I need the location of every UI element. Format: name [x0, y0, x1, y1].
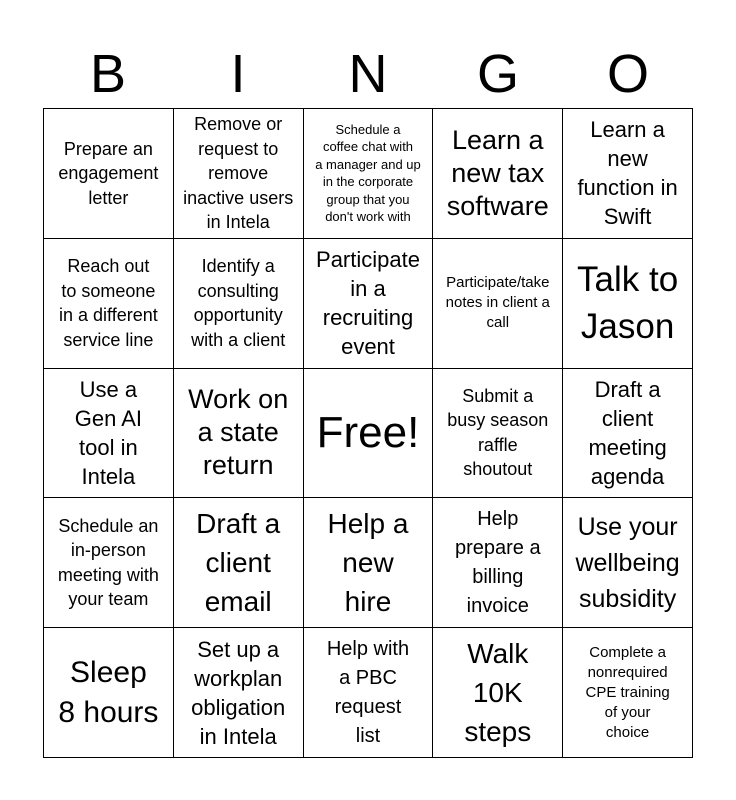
bingo-cell-r5-c5[interactable]: [563, 628, 693, 758]
bingo-cell-r3-c3-free[interactable]: [304, 369, 434, 499]
bingo-cell-r2-c2[interactable]: [174, 239, 304, 369]
cell-text: Learn a new function in Swift: [577, 117, 678, 230]
cell-text: Help a new hire: [327, 508, 409, 618]
cell-text: Prepare an engagement letter: [58, 138, 159, 208]
bingo-header: [43, 40, 693, 108]
cell-text: Remove or request to remove inactive users in Intela: [183, 114, 294, 233]
bingo-cell-r2-c5[interactable]: [563, 239, 693, 369]
bingo-cell-r1-c4[interactable]: [433, 109, 563, 239]
bingo-cell-r3-c2[interactable]: [174, 369, 304, 499]
cell-text: Walk 10K steps: [464, 638, 532, 748]
bingo-cell-r2-c3[interactable]: [304, 239, 434, 369]
cell-text: Schedule an in-person meeting with your team: [57, 515, 159, 610]
cell-text: Use a Gen AI tool in Intela: [74, 376, 143, 489]
bingo-cell-r3-c4[interactable]: [433, 369, 563, 499]
cell-text: Draft a client meeting agenda: [588, 376, 667, 489]
header-letter-g: G: [476, 44, 519, 104]
bingo-cell-r5-c4[interactable]: [433, 628, 563, 758]
cell-text: Help with a PBC request list: [326, 637, 410, 747]
bingo-cell-r2-c1[interactable]: [44, 239, 174, 369]
cell-text: Free!: [316, 407, 420, 457]
bingo-cell-r5-c2[interactable]: [174, 628, 304, 758]
header-letter-o: O: [606, 44, 649, 104]
cell-text: Use your wellbeing subsidity: [575, 512, 680, 613]
cell-text: Schedule a coffee chat with a manager and up in the corporate group that you don't work with: [315, 121, 421, 225]
bingo-cell-r4-c2[interactable]: [174, 498, 304, 628]
bingo-cell-r5-c3[interactable]: [304, 628, 434, 758]
bingo-board: [43, 108, 693, 758]
cell-text: Help prepare a billing invoice: [454, 507, 541, 617]
cell-text: Work on a state return: [188, 384, 289, 481]
cell-text: Learn a new tax software: [446, 124, 549, 221]
header-letter-n: N: [348, 44, 388, 104]
cell-text: Participate in a recruiting event: [316, 247, 420, 360]
cell-text: Draft a client email: [196, 508, 281, 618]
cell-text: Submit a busy season raffle shoutout: [447, 385, 549, 480]
bingo-cell-r2-c4[interactable]: [433, 239, 563, 369]
bingo-cell-r3-c5[interactable]: [563, 369, 693, 499]
cell-text: Talk to Jason: [577, 260, 679, 347]
bingo-cell-r4-c1[interactable]: [44, 498, 174, 628]
cell-text: Sleep 8 hours: [58, 655, 159, 729]
bingo-cell-r3-c1[interactable]: [44, 369, 174, 499]
bingo-cell-r1-c3[interactable]: [304, 109, 434, 239]
cell-text: Complete a nonrequired CPE training of your choice: [585, 643, 670, 741]
bingo-cell-r4-c3[interactable]: [304, 498, 434, 628]
bingo-cell-r1-c1[interactable]: [44, 109, 174, 239]
header-letter-b: B: [89, 44, 127, 104]
cell-text: Identify a consulting opportunity with a client: [191, 256, 286, 350]
header-letter-i: I: [230, 44, 246, 104]
cell-text: Participate/take notes in client a call: [445, 274, 550, 332]
bingo-cell-r4-c5[interactable]: [563, 498, 693, 628]
bingo-cell-r4-c4[interactable]: [433, 498, 563, 628]
bingo-cell-r5-c1[interactable]: [44, 628, 174, 758]
cell-text: Set up a workplan obligation in Intela: [191, 636, 286, 749]
bingo-cell-r1-c5[interactable]: [563, 109, 693, 239]
bingo-cell-r1-c2[interactable]: [174, 109, 304, 239]
cell-text: Reach out to someone in a different service line: [59, 256, 158, 350]
